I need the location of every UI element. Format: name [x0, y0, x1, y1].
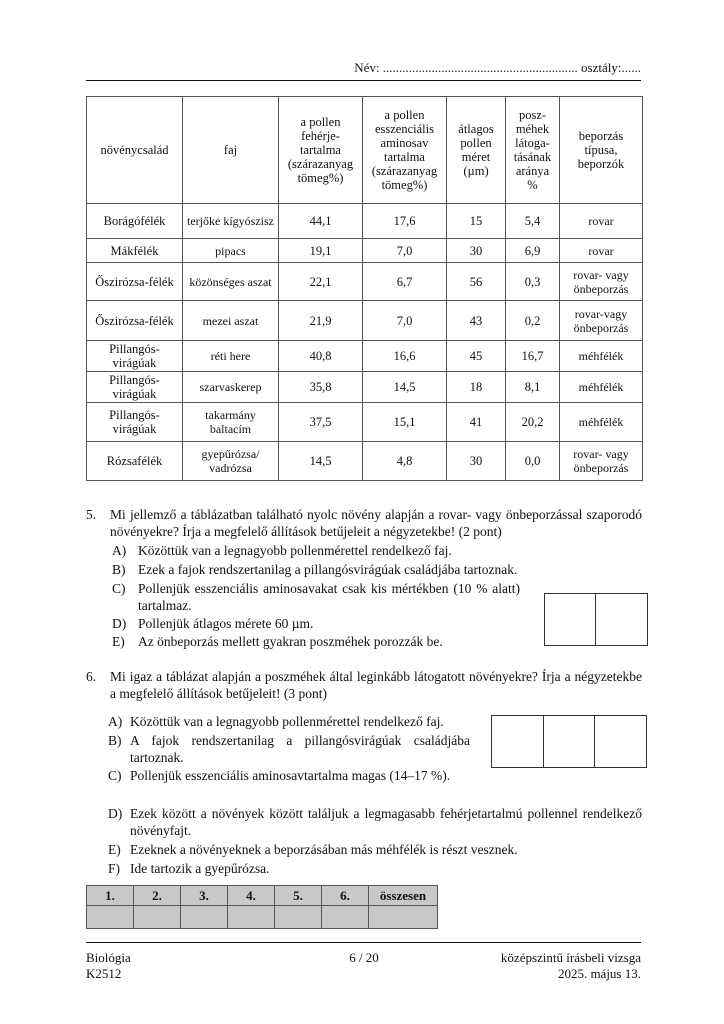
- footer-exam-type: középszintű írásbeli vizsga: [500, 950, 641, 965]
- score-cell[interactable]: [322, 906, 369, 929]
- q6-option-a: [108, 713, 478, 730]
- option-text: A fajok rendszertanilag a pillangósvirágúak családjába tartoznak.: [130, 733, 470, 765]
- cell-pollination: rovar- vagy önbeporzás: [560, 263, 643, 301]
- column-header: növénycsalád: [87, 97, 183, 204]
- cell-species: gyepűrózsa/ vadrózsa: [183, 442, 279, 481]
- question-text: Mi jellemző a táblázatban található nyolc növény alapján a rovar- vagy önbeporzással szaporodó növényekre? Írja a megfelelő állítások betűjeleit a négyzetekbe! (2 pont): [110, 507, 642, 539]
- q6-option-e: [108, 841, 642, 858]
- cell-pollination: méhfélék: [560, 372, 643, 403]
- cell-species: szarvaskerep: [183, 372, 279, 403]
- cell-family: Rózsafélék: [87, 442, 183, 481]
- cell-pollination: rovar: [560, 239, 643, 263]
- score-cell[interactable]: [181, 906, 228, 929]
- page-number: 6 / 20: [349, 950, 379, 965]
- option-label: C): [112, 581, 126, 596]
- cell-protein: 22,1: [279, 263, 363, 301]
- option-label: C): [108, 768, 122, 783]
- cell-pollen-size: 41: [447, 403, 506, 442]
- header-divider: [86, 80, 641, 81]
- pollen-data-table: [86, 96, 643, 481]
- option-label: E): [112, 634, 125, 649]
- q6-option-b: [108, 732, 470, 766]
- score-header-row: [87, 886, 438, 906]
- q6-option-c: [108, 767, 470, 784]
- cell-amino-acid: 15,1: [363, 403, 447, 442]
- cell-protein: 37,5: [279, 403, 363, 442]
- cell-pollination: méhfélék: [560, 341, 643, 372]
- score-cell[interactable]: [134, 906, 181, 929]
- q5-option-c: [112, 580, 520, 614]
- table-header-row: [87, 97, 643, 204]
- cell-bumblebee-visits: 5,4: [506, 204, 560, 239]
- cell-family: Pillangós-virágúak: [87, 341, 183, 372]
- option-text: Ezeknek a növényeknek a beporzásában más méhfélék is részt vesznek.: [130, 842, 518, 857]
- footer-code: K2512: [86, 966, 122, 981]
- cell-pollen-size: 43: [447, 301, 506, 341]
- answer-box[interactable]: [492, 716, 544, 767]
- option-text: Az önbeporzás mellett gyakran poszméhek porozzák be.: [138, 634, 443, 649]
- option-label: F): [108, 861, 121, 876]
- column-header: a pollen fehérje- tartalma (szárazanyag tömeg%): [279, 97, 363, 204]
- cell-species: mezei aszat: [183, 301, 279, 341]
- score-header: 3.: [181, 886, 228, 906]
- question-text: Mi igaz a táblázat alapján a poszméhek által leginkább látogatott növényekre? Írja a négyzetekbe a megfelelő állítások betűjeleit! (3 pont): [110, 669, 642, 701]
- score-header: összesen: [369, 886, 438, 906]
- q5-option-b: [112, 561, 652, 578]
- cell-bumblebee-visits: 20,2: [506, 403, 560, 442]
- cell-family: Pillangós-virágúak: [87, 372, 183, 403]
- q6-answer-boxes: [491, 715, 647, 768]
- footer-divider: [86, 942, 641, 943]
- cell-bumblebee-visits: 0,3: [506, 263, 560, 301]
- cell-pollen-size: 15: [447, 204, 506, 239]
- table-row: [87, 301, 643, 341]
- cell-pollen-size: 30: [447, 239, 506, 263]
- option-text: Közöttük van a legnagyobb pollenmérettel rendelkező faj.: [130, 714, 444, 729]
- cell-pollination: rovar-vagy önbeporzás: [560, 301, 643, 341]
- table-row: [87, 372, 643, 403]
- cell-protein: 35,8: [279, 372, 363, 403]
- table-row: [87, 239, 643, 263]
- table-row: [87, 204, 643, 239]
- table-row: [87, 442, 643, 481]
- cell-protein: 19,1: [279, 239, 363, 263]
- table-row: [87, 403, 643, 442]
- q5-option-d: [112, 615, 532, 632]
- q6-option-f: [108, 860, 642, 877]
- q5-option-e: [112, 633, 532, 650]
- footer-date: 2025. május 13.: [557, 966, 641, 981]
- cell-pollen-size: 45: [447, 341, 506, 372]
- answer-box[interactable]: [595, 716, 646, 767]
- column-header: beporzás típusa, beporzók: [560, 97, 643, 204]
- cell-amino-acid: 6,7: [363, 263, 447, 301]
- cell-bumblebee-visits: 8,1: [506, 372, 560, 403]
- cell-amino-acid: 7,0: [363, 239, 447, 263]
- cell-amino-acid: 4,8: [363, 442, 447, 481]
- option-text: Pollenjük esszenciális aminosavtartalma magas (14–17 %).: [130, 768, 451, 783]
- cell-bumblebee-visits: 6,9: [506, 239, 560, 263]
- column-header: posz- méhek látoga- tásának aránya %: [506, 97, 560, 204]
- name-class-field: Név: ............................................................ osztály:......: [354, 60, 641, 75]
- answer-box[interactable]: [596, 594, 647, 645]
- column-header: átlagos pollen méret (µm): [447, 97, 506, 204]
- cell-pollination: rovar- vagy önbeporzás: [560, 442, 643, 481]
- score-cell[interactable]: [369, 906, 438, 929]
- cell-species: takarmány baltacím: [183, 403, 279, 442]
- option-label: D): [112, 616, 127, 631]
- cell-pollination: rovar: [560, 204, 643, 239]
- cell-family: Őszirózsa-félék: [87, 263, 183, 301]
- table-row: [87, 341, 643, 372]
- cell-family: Mákfélék: [87, 239, 183, 263]
- option-text: Ezek a fajok rendszertanilag a pillangósvirágúak családjába tartoznak.: [138, 562, 518, 577]
- cell-species: réti here: [183, 341, 279, 372]
- cell-pollination: méhfélék: [560, 403, 643, 442]
- option-label: B): [108, 733, 122, 748]
- cell-pollen-size: 30: [447, 442, 506, 481]
- question-6: [86, 668, 642, 702]
- column-header: a pollen esszenciális aminosav tartalma (szárazanyag tömeg%): [363, 97, 447, 204]
- option-label: A): [112, 543, 127, 558]
- cell-protein: 14,5: [279, 442, 363, 481]
- question-number: 5.: [86, 507, 97, 522]
- q6-option-d: [108, 805, 642, 839]
- cell-species: közönséges aszat: [183, 263, 279, 301]
- score-header: 5.: [275, 886, 322, 906]
- cell-amino-acid: 17,6: [363, 204, 447, 239]
- cell-protein: 44,1: [279, 204, 363, 239]
- answer-box[interactable]: [544, 716, 595, 767]
- option-text: Ezek között a növények között találjuk a legmagasabb fehérjetartalmú pollennel rendelkező növényfajt.: [130, 806, 642, 838]
- score-header: 2.: [134, 886, 181, 906]
- score-header: 6.: [322, 886, 369, 906]
- question-number: 6.: [86, 669, 97, 684]
- cell-protein: 21,9: [279, 301, 363, 341]
- option-label: D): [108, 806, 123, 821]
- cell-pollen-size: 18: [447, 372, 506, 403]
- footer-subject: Biológia: [86, 950, 131, 965]
- cell-bumblebee-visits: 0,2: [506, 301, 560, 341]
- score-cell[interactable]: [228, 906, 275, 929]
- score-table: [86, 885, 438, 929]
- cell-bumblebee-visits: 0,0: [506, 442, 560, 481]
- score-cell[interactable]: [275, 906, 322, 929]
- option-label: B): [112, 562, 126, 577]
- cell-family: Őszirózsa-félék: [87, 301, 183, 341]
- column-header: faj: [183, 97, 279, 204]
- cell-amino-acid: 16,6: [363, 341, 447, 372]
- cell-amino-acid: 14,5: [363, 372, 447, 403]
- option-text: Közöttük van a legnagyobb pollenmérettel rendelkező faj.: [138, 543, 452, 558]
- cell-bumblebee-visits: 16,7: [506, 341, 560, 372]
- score-value-row: [87, 906, 438, 929]
- question-5: [86, 506, 642, 540]
- cell-species: terjőke kígyószisz: [183, 204, 279, 239]
- option-text: Pollenjük átlagos mérete 60 µm.: [138, 616, 314, 631]
- answer-box[interactable]: [545, 594, 596, 645]
- option-text: Pollenjük esszenciális aminosavakat csak kis mértékben (10 % alatt) tartalmaz.: [138, 581, 520, 613]
- option-text: Ide tartozik a gyepűrózsa.: [130, 861, 270, 876]
- cell-family: Pillangós-virágúak: [87, 403, 183, 442]
- score-cell[interactable]: [87, 906, 134, 929]
- score-header: 1.: [87, 886, 134, 906]
- table-row: [87, 263, 643, 301]
- cell-species: pipacs: [183, 239, 279, 263]
- option-label: A): [108, 714, 123, 729]
- cell-amino-acid: 7,0: [363, 301, 447, 341]
- score-header: 4.: [228, 886, 275, 906]
- cell-family: Borágófélék: [87, 204, 183, 239]
- option-label: E): [108, 842, 121, 857]
- cell-protein: 40,8: [279, 341, 363, 372]
- cell-pollen-size: 56: [447, 263, 506, 301]
- q5-option-a: [112, 542, 632, 559]
- q5-answer-boxes: [544, 593, 648, 646]
